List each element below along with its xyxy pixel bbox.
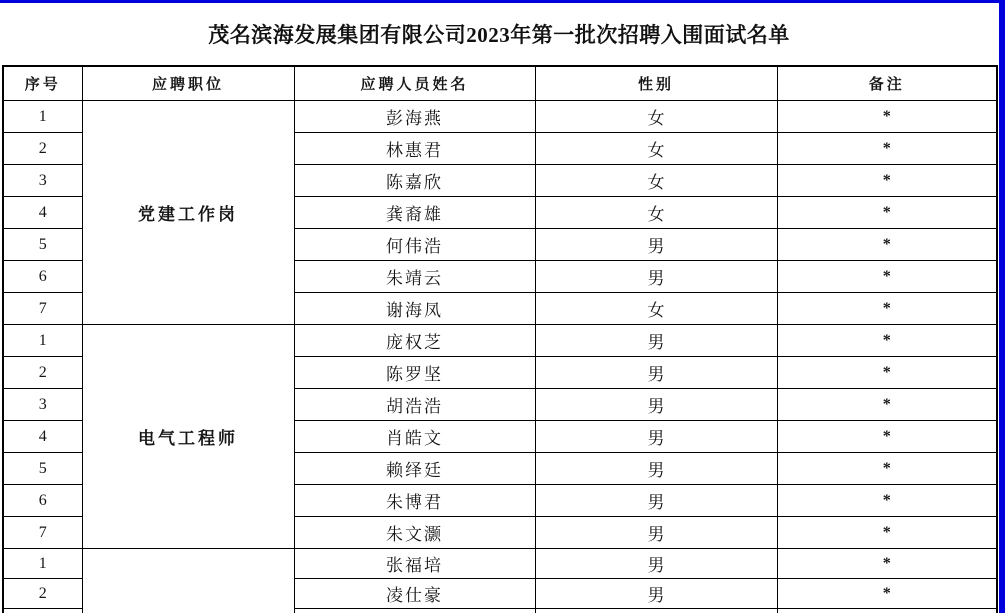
note-cell: * [777,261,997,293]
gender-cell: 男 [535,517,777,549]
serial-cell: 5 [3,453,82,485]
table-row [3,101,997,133]
note-cell: * [777,357,997,389]
serial-cell: 2 [3,357,82,389]
note-cell: * [777,453,997,485]
applicant-name-cell: 赖绎廷 [294,453,535,485]
position-cell: 电气工程师 [82,325,294,549]
applicant-name-cell: 林惠君 [294,133,535,165]
note-cell: * [777,549,997,579]
serial-cell: 2 [3,579,82,609]
right-blue-edge [999,0,1005,613]
serial-cell: 7 [3,517,82,549]
note-cell: * [777,165,997,197]
note-cell: * [777,421,997,453]
applicant-name-cell [294,609,535,613]
gender-cell: 男 [535,485,777,517]
note-cell: * [777,101,997,133]
header-note: 备注 [777,66,997,101]
note-cell: * [777,325,997,357]
applicant-name-cell: 何伟浩 [294,229,535,261]
applicant-name-cell: 陈嘉欣 [294,165,535,197]
header-name: 应聘人员姓名 [294,66,535,101]
serial-cell: 5 [3,229,82,261]
position-cell [82,549,294,613]
note-cell: * [777,485,997,517]
applicant-name-cell: 朱博君 [294,485,535,517]
gender-cell: 男 [535,261,777,293]
gender-cell: 女 [535,165,777,197]
note-cell: * [777,197,997,229]
gender-cell [535,609,777,613]
gender-cell: 男 [535,549,777,579]
applicant-name-cell: 陈罗坚 [294,357,535,389]
serial-cell: 3 [3,165,82,197]
note-cell [777,609,997,613]
serial-cell: 2 [3,133,82,165]
applicant-name-cell: 庞权芝 [294,325,535,357]
serial-cell: 4 [3,197,82,229]
gender-cell: 男 [535,229,777,261]
gender-cell: 女 [535,101,777,133]
gender-cell: 男 [535,579,777,609]
applicant-name-cell: 胡浩浩 [294,389,535,421]
interview-roster-table [2,65,998,613]
serial-cell: 7 [3,293,82,325]
note-cell: * [777,517,997,549]
table-body [3,101,997,613]
gender-cell: 男 [535,389,777,421]
gender-cell: 女 [535,197,777,229]
table-row [3,549,997,579]
applicant-name-cell: 朱文灏 [294,517,535,549]
serial-cell [3,609,82,613]
header-serial: 序号 [3,66,82,101]
serial-cell: 3 [3,389,82,421]
applicant-name-cell: 凌仕豪 [294,579,535,609]
position-cell: 党建工作岗 [82,101,294,325]
gender-cell: 男 [535,421,777,453]
serial-cell: 1 [3,325,82,357]
serial-cell: 1 [3,549,82,579]
gender-cell: 男 [535,453,777,485]
serial-cell: 6 [3,261,82,293]
applicant-name-cell: 朱靖云 [294,261,535,293]
applicant-name-cell: 龚裔雄 [294,197,535,229]
applicant-name-cell: 谢海凤 [294,293,535,325]
note-cell: * [777,579,997,609]
note-cell: * [777,389,997,421]
header-position: 应聘职位 [82,66,294,101]
table-row [3,325,997,357]
serial-cell: 4 [3,421,82,453]
gender-cell: 女 [535,293,777,325]
applicant-name-cell: 张福培 [294,549,535,579]
page-title: 茂名滨海发展集团有限公司2023年第一批次招聘入围面试名单 [208,23,790,47]
header-row [3,66,997,101]
serial-cell: 1 [3,101,82,133]
header-gender: 性别 [535,66,777,101]
note-cell: * [777,229,997,261]
gender-cell: 女 [535,133,777,165]
serial-cell: 6 [3,485,82,517]
applicant-name-cell: 彭海燕 [294,101,535,133]
note-cell: * [777,133,997,165]
gender-cell: 男 [535,357,777,389]
note-cell: * [777,293,997,325]
applicant-name-cell: 肖皓文 [294,421,535,453]
gender-cell: 男 [535,325,777,357]
